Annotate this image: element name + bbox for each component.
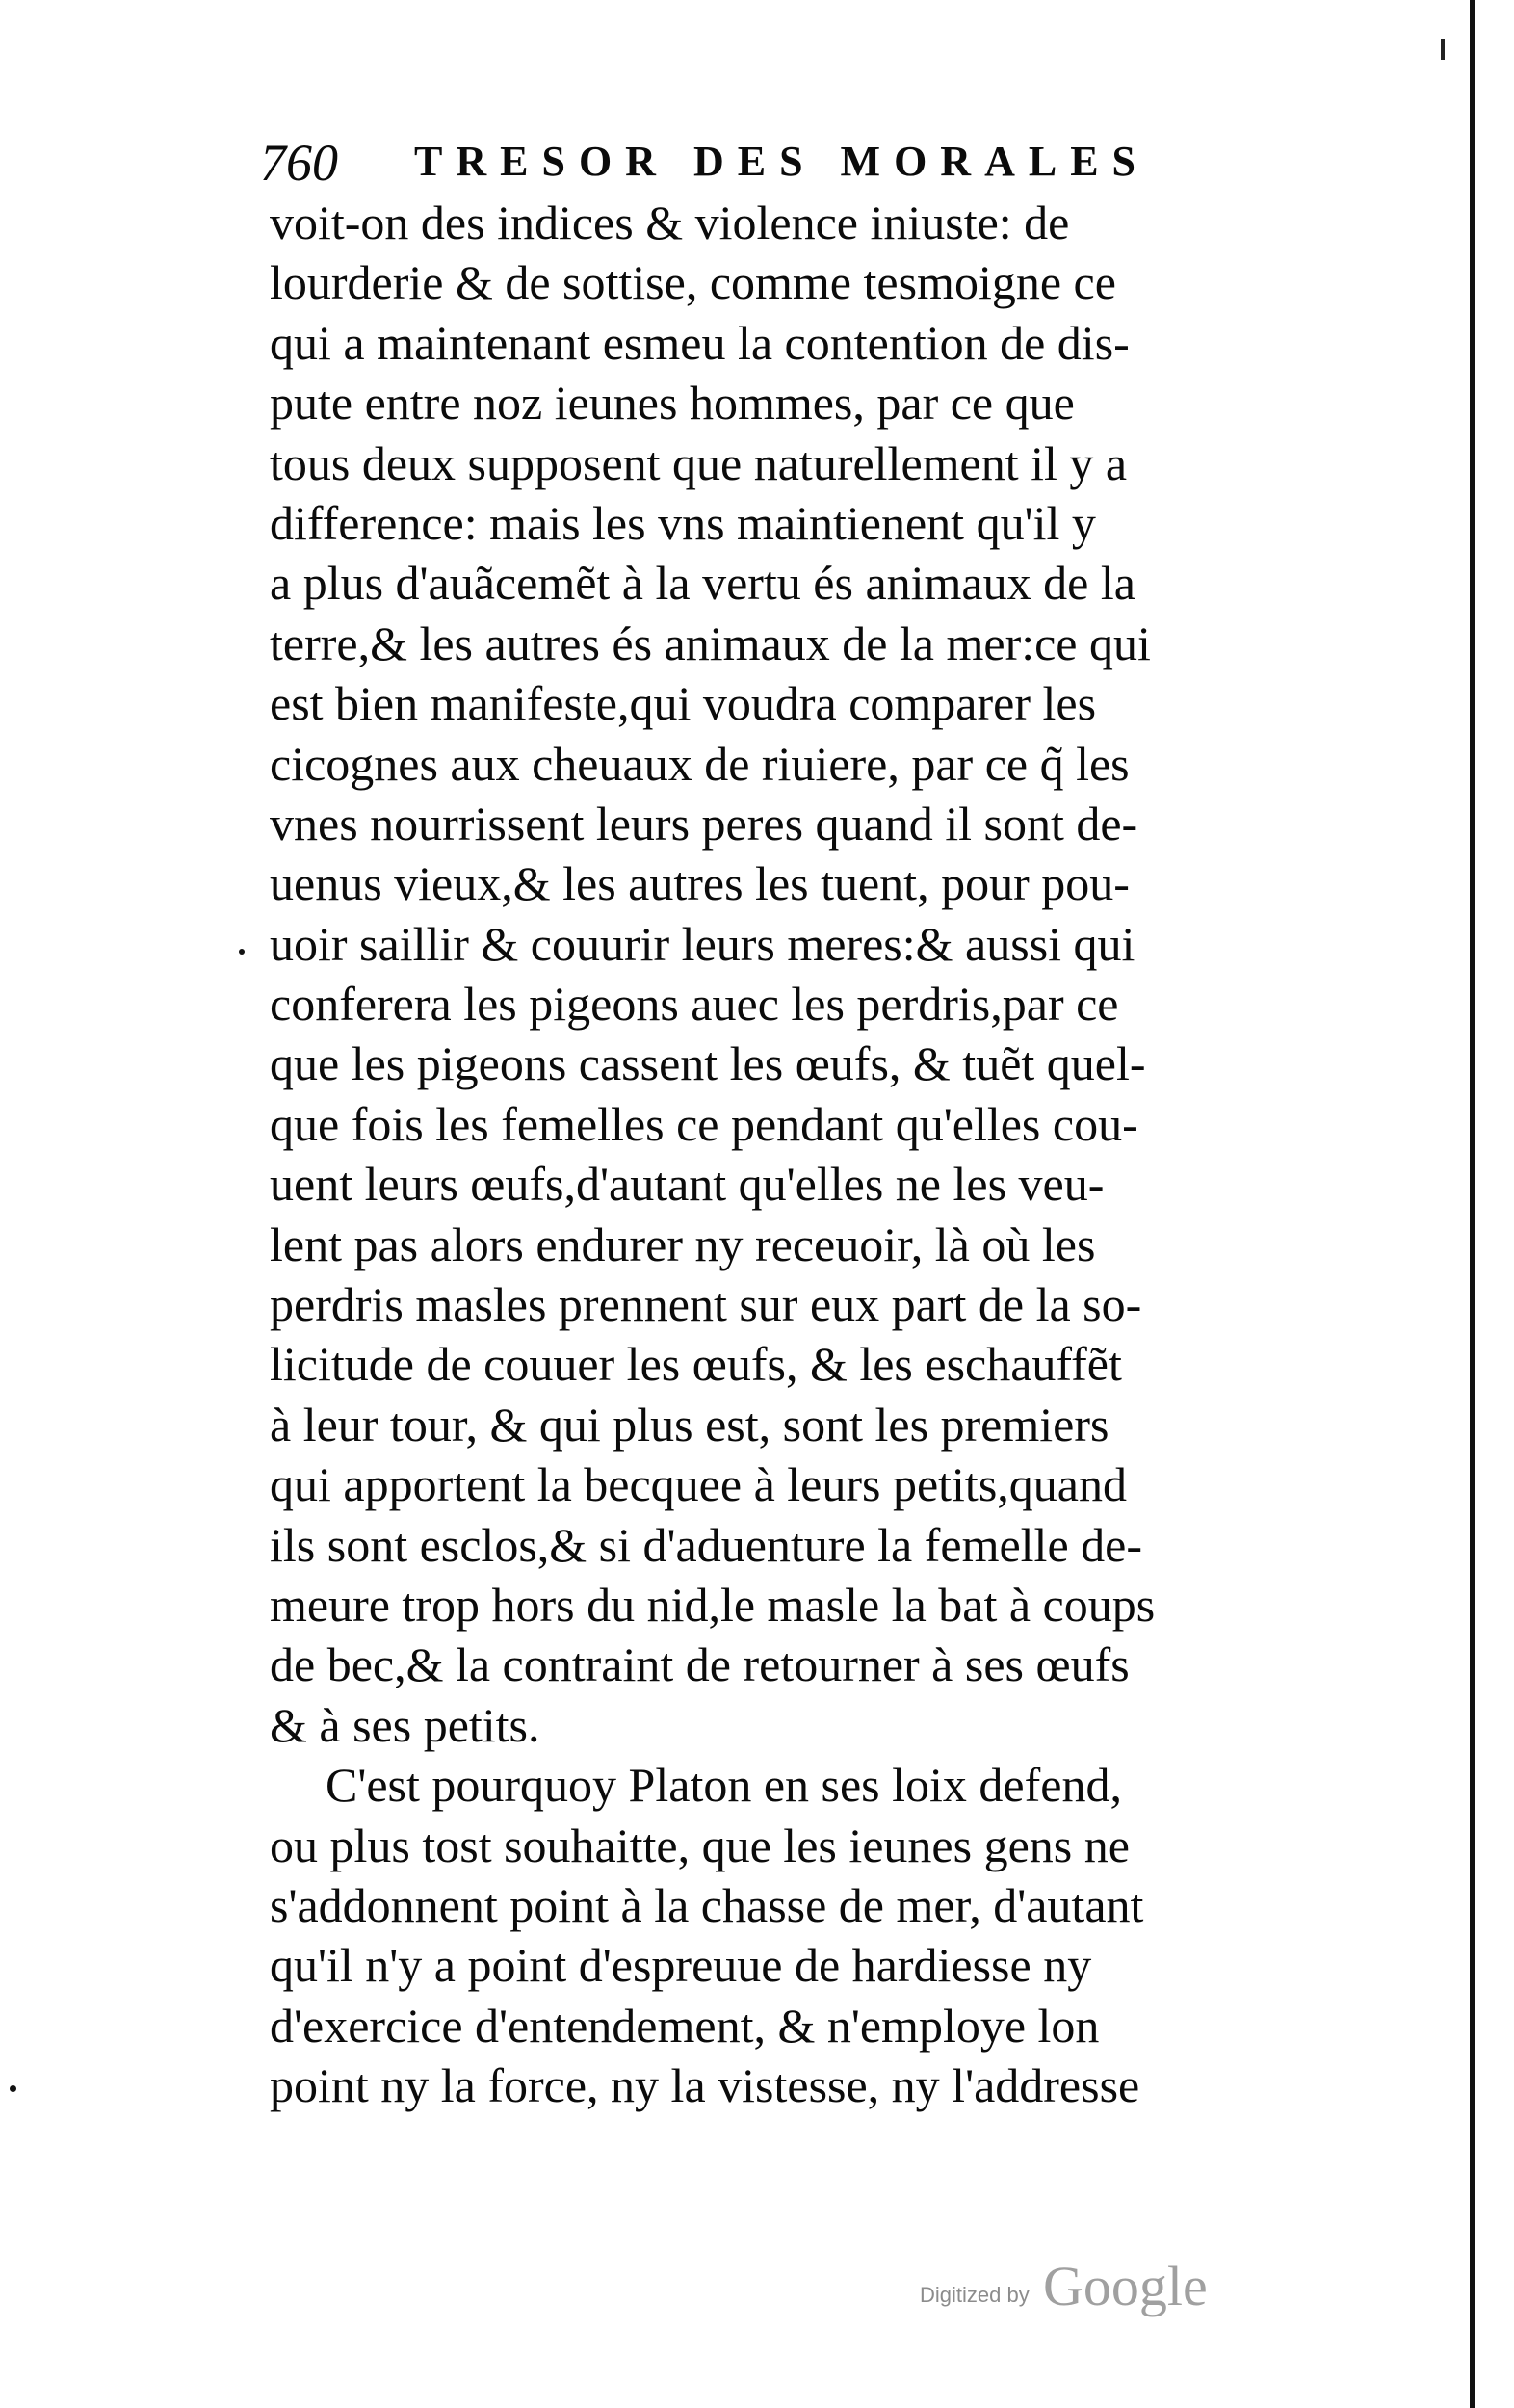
text-line: est bien manifeste,qui voudra comparer les [270, 676, 1097, 731]
page-number: 760 [260, 134, 338, 192]
text-line: ils sont esclos,& si d'aduenture la femelle de- [270, 1517, 1142, 1572]
page-header [260, 133, 1271, 191]
page-edge-shadow [1470, 0, 1475, 2408]
digitized-by-label: Digitized by [920, 2283, 1030, 2307]
text-line: de bec,& la contraint de retourner à ses œufs [270, 1637, 1130, 1692]
text-line: d'exercice d'entendement, & n'employe lon [270, 1998, 1100, 2053]
text-line: vnes nourrissent leurs peres quand il sont de- [270, 796, 1138, 851]
ink-speck [10, 2085, 16, 2092]
text-line: uent leurs œufs,d'autant qu'elles ne les veu- [270, 1157, 1105, 1212]
text-line: uoir saillir & couurir leurs meres:& aussi qui [270, 916, 1136, 971]
paragraph-start-line: C'est pourquoy Platon en ses loix defend, [326, 1758, 1122, 1813]
text-line: & à ses petits. [270, 1697, 540, 1752]
text-line: point ny la force, ny la vistesse, ny l'addresse [270, 2058, 1140, 2113]
text-line: terre,& les autres és animaux de la mer:ce qui [270, 615, 1151, 670]
text-line: lourderie & de sottise, comme tesmoigne ce [270, 255, 1116, 310]
text-line: qui apportent la becquee à leurs petits,quand [270, 1457, 1127, 1512]
edge-mark [1441, 39, 1445, 60]
text-line: tous deux supposent que naturellement il y a [270, 435, 1128, 490]
text-line: que les pigeons cassent les œufs, & tuẽt quel- [270, 1036, 1146, 1091]
text-line: ou plus tost souhaitte, que les ieunes gens ne [270, 1818, 1130, 1872]
text-line: conferera les pigeons auec les perdris,par ce [270, 977, 1119, 1032]
text-line: uenus vieux,& les autres les tuent, pour pou- [270, 856, 1130, 911]
text-line: a plus d'auãcemẽt à la vertu és animaux de la [270, 556, 1136, 611]
text-line: perdris masles prennent sur eux part de la so- [270, 1277, 1142, 1332]
text-line: cicognes aux cheuaux de riuiere, par ce q̃ les [270, 736, 1130, 791]
text-line: lent pas alors endurer ny receuoir, là où les [270, 1217, 1096, 1271]
running-title: TRESOR DES MORALES [414, 138, 1150, 185]
text-line: meure trop hors du nid,le masle la bat à coups [270, 1577, 1156, 1632]
text-line: licitude de couuer les œufs, & les eschauffẽt [270, 1337, 1122, 1392]
text-line: voit-on des indices & violence iniuste: de [270, 196, 1070, 249]
text-line: que fois les femelles ce pendant qu'elles cou- [270, 1096, 1138, 1151]
google-logo: Google [1043, 2255, 1208, 2317]
ink-speck [239, 949, 245, 955]
text-line: pute entre noz ieunes hommes, par ce que [270, 376, 1075, 431]
text-line: difference: mais les vns maintienent qu'il y [270, 495, 1096, 550]
text-line: qui a maintenant esmeu la contention de dis- [270, 315, 1130, 370]
text-line: à leur tour, & qui plus est, sont les premiers [270, 1397, 1109, 1452]
body-text [270, 193, 1291, 2116]
text-line: qu'il n'y a point d'espreuue de hardiesse ny [270, 1938, 1092, 1993]
digitization-watermark [920, 2254, 1209, 2321]
text-line: s'addonnent point à la chasse de mer, d'autant [270, 1877, 1144, 1932]
